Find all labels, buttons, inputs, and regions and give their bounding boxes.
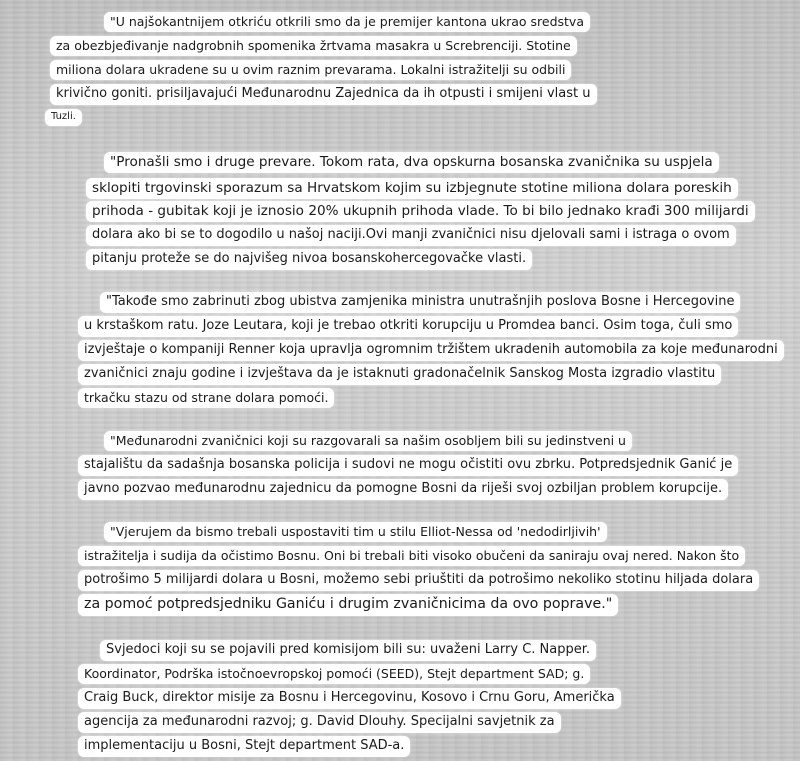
text-line: Tuzli. bbox=[45, 109, 82, 126]
text-line: za pomoć potpredsjedniku Ganiću i drugim zvaničnicima da ovo poprave." bbox=[78, 594, 618, 616]
text-line: "U najšokantnijem otkriću otkrili smo da je premijer kantona ukrao sredstva bbox=[104, 12, 590, 32]
text-line: prihoda - gubitak koji je iznosio 20% ukupnih prihoda vlade. To bi bilo jednako krađi 300 milijardi bbox=[86, 201, 755, 222]
text-line: krivično goniti. prisiljavajući Međunarodnu Zajednica da ih otpusti i smijeni vlast u bbox=[50, 84, 597, 105]
text-line: "Pronašli smo i druge prevare. Tokom rata, dva opskurna bosanska zvaničnika su uspjela bbox=[104, 152, 719, 173]
text-line: sklopiti trgovinski sporazum sa Hrvatskom kojim su izbjegnute stotine miliona dolara poreskih bbox=[86, 178, 738, 199]
text-line: Svjedoci koji su se pojavili pred komisijom bili su: uvaženi Larry C. Napper. bbox=[100, 640, 596, 661]
text-line: dolara ako bi se to dogodilo u našoj naciji.Ovi manji zvaničnici nisu djelovali sami i istraga o ovom bbox=[86, 225, 736, 246]
text-line: pitanju proteže se do najvišeg nivoa bosanskohercegovačke vlasti. bbox=[86, 249, 532, 270]
text-line: "Vjerujem da bismo trebali uspostaviti tim u stilu Elliot-Nessa od 'nedodirljivih' bbox=[104, 522, 607, 542]
text-line: zvaničnici znaju godine i izvještava da je istaknuti gradonačelnik Sanskog Mosta izgradio vlastitu bbox=[78, 364, 721, 385]
text-line: stajalištu da sadašnja bosanska policija i sudovi ne mogu očistiti ovu zbrku. Potpredsjednik Ganić je bbox=[78, 455, 738, 476]
text-line: izvještaje o kompaniji Renner koja upravlja ogromnim tržištem ukradenih automobila za koje međunarodni bbox=[78, 340, 784, 361]
text-line: implementaciju u Bosni, Stejt department SAD-a. bbox=[78, 736, 410, 757]
text-line: potrošimo 5 milijardi dolara u Bosni, možemo sebi priuštiti da potrošimo nekoliko stotinu hiljada dolara bbox=[78, 570, 759, 591]
text-line: miliona dolara ukradene su u ovim raznim prevarama. Lokalni istražitelji su odbili bbox=[50, 60, 571, 80]
text-line: agencija za međunarodni razvoj; g. David Dlouhy. Specijalni savjetnik za bbox=[78, 712, 561, 733]
text-line: u krstaškom ratu. Joze Leutara, koji je trebao otkriti korupciju u Promdea banci. Osim toga, čuli smo bbox=[78, 316, 738, 337]
text-line: Koordinator, Podrška istočnoevropskoj pomoći (SEED), Stejt department SAD; g. bbox=[78, 664, 590, 684]
text-line: istražitelja i sudija da očistimo Bosnu. Oni bi trebali biti visoko obučeni da saniraju ovaj nered. Nakon što bbox=[78, 546, 745, 566]
text-line: za obezbjeđivanje nadgrobnih spomenika žrtvama masakra u Screbrenciji. Stotine bbox=[50, 36, 577, 56]
text-line: javno pozvao međunarodnu zajednicu da pomogne Bosni da riješi svoj ozbiljan problem korupcije. bbox=[78, 479, 728, 500]
text-line: "Međunarodni zvaničnici koji su razgovarali sa našim osobljem bili su jedinstveni u bbox=[104, 431, 632, 451]
text-line: "Takođe smo zabrinuti zbog ubistva zamjenika ministra unutrašnjih poslova Bosne i Hercegovine bbox=[100, 292, 740, 313]
text-line: trkačku stazu od strane dolara pomoći. bbox=[78, 388, 334, 408]
text-line: Craig Buck, direktor misije za Bosnu i Hercegovinu, Kosovo i Crnu Goru, Američka bbox=[78, 688, 621, 709]
